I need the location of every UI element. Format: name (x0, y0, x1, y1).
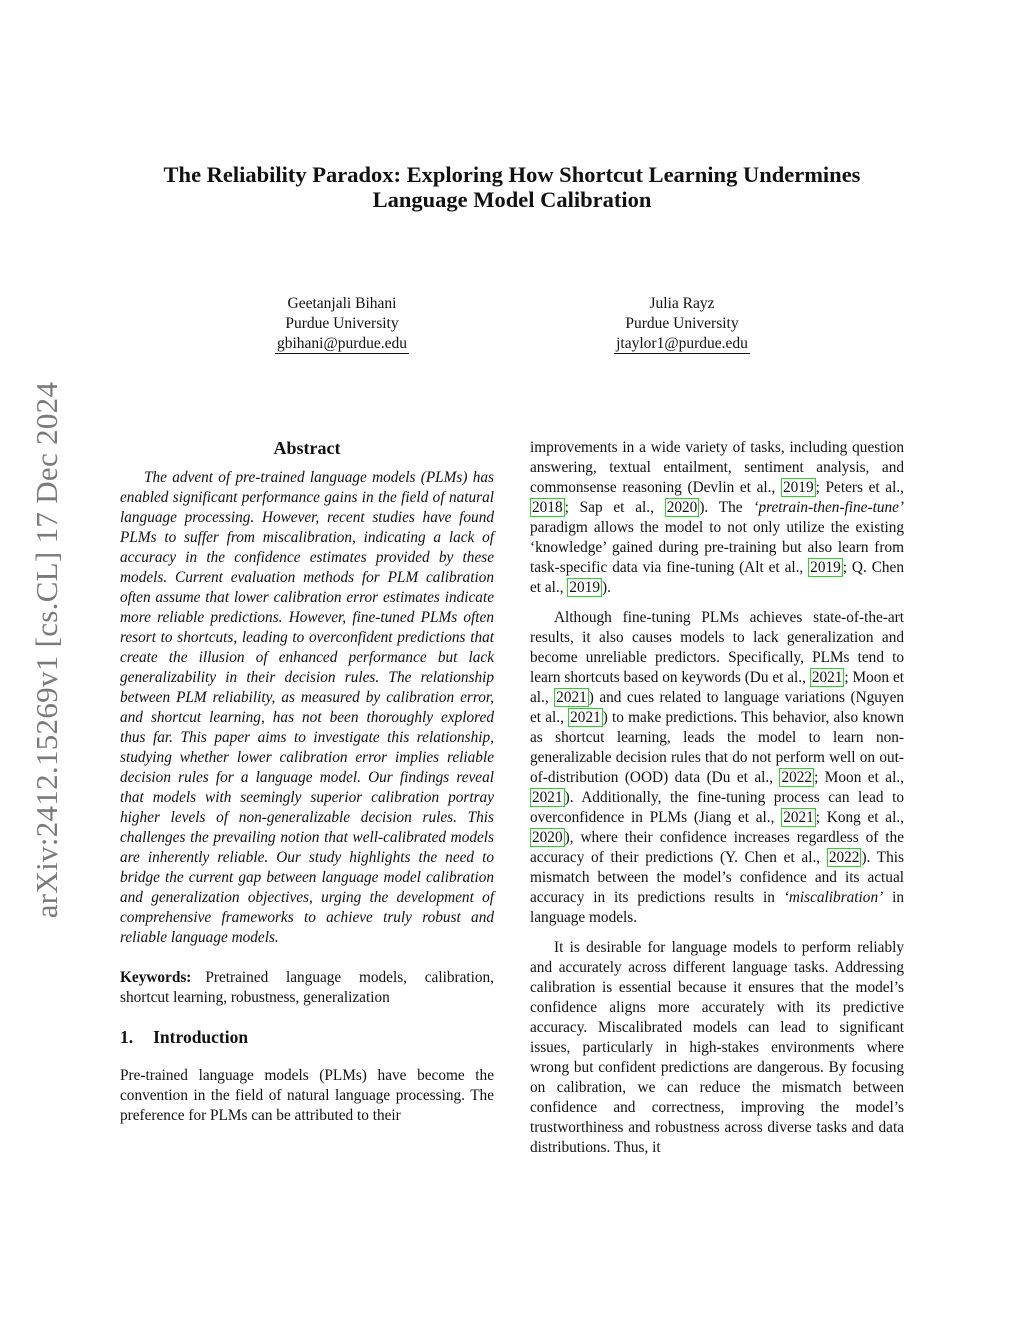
text-run: ; Moon et al., (530, 669, 904, 706)
author-affiliation: Purdue University (285, 315, 399, 332)
author-email-link[interactable]: gbihani@purdue.edu (276, 335, 408, 352)
citation-link[interactable]: 2021 (783, 809, 814, 826)
intro-paragraph-3: It is desirable for language models to perform reliably and accurately across different language tasks. Addressing calibration is essential because it ensures that the model’s confidence aligns more accurately with its predictive accuracy. Miscalibrated models can lead to significant issues, particularly in high-stakes environments where wrong but confident predictions are dangerous. By focusing on calibration, we can reduce the mismatch between confidence and correctness, improving the model’s trustworthiness and robustness across diverse tasks and data distributions. Thus, it (530, 939, 904, 1156)
text-run: ) and cues related to language variations (Nguyen et al., (530, 689, 905, 726)
author-name: Geetanjali Bihani (287, 295, 397, 312)
citation-link[interactable]: 2020 (666, 499, 698, 516)
citation-link[interactable]: 2019 (783, 479, 814, 496)
text-run: ; Sap et al., (564, 499, 665, 516)
citation-link[interactable]: 2022 (828, 849, 860, 866)
emphasis-text: ‘miscalibration’ (783, 889, 884, 906)
citation-link[interactable]: 2021 (811, 669, 843, 686)
title-line-2: Language Model Calibration (372, 187, 652, 212)
text-run: in language models. (530, 889, 904, 926)
citation-link[interactable]: 2018 (532, 499, 563, 516)
paper-title (110, 162, 914, 212)
text-run: ; Kong et al., (815, 809, 904, 826)
section-number: 1. (120, 1027, 134, 1047)
citation-link[interactable]: 2022 (781, 769, 813, 786)
right-column (530, 438, 904, 1158)
intro-paragraph-1: Pre-trained language models (PLMs) have become the convention in the field of natural language processing. The preference for PLMs can be attributed to their (120, 1067, 494, 1124)
citation-link[interactable]: 2020 (532, 829, 563, 846)
author-affiliation: Purdue University (625, 315, 739, 332)
arxiv-identifier: arXiv:2412.15269v1 [cs.CL] 17 Dec 2024 (29, 381, 64, 919)
title-line-1: The Reliability Paradox: Exploring How Shortcut Learning Undermines (163, 162, 861, 187)
text-run: ). Additionally, the fine-tuning process can lead to overconfidence in PLMs (Jiang et al., (530, 789, 904, 826)
citation-link[interactable]: 2021 (556, 689, 587, 706)
section-heading-introduction (120, 1026, 494, 1048)
text-run: ). The (699, 499, 754, 516)
text-run: paradigm allows the model to not only utilize the existing ‘knowledge’ gained during pre-training but also learn from task-specific data via fine-tuning (Alt et al., (530, 519, 904, 576)
text-run: Although fine-tuning PLMs achieves state-of-the-art results, it also causes models to lack generalization and become unreliable predictors. Specifically, PLMs tend to learn shortcuts based on keywords (Du et al., (530, 609, 904, 686)
intro-paragraph-2 (530, 608, 904, 928)
text-run: ) to make predictions. This behavior, also known as shortcut learning, leads the model to learn non-generalizable decision rules that do not perform well on out-of-distribution (OOD) data (Du et al., (530, 709, 904, 786)
arxiv-sidebar-stamp (30, 355, 64, 945)
section-title: Introduction (153, 1027, 249, 1047)
text-run: ), where their confidence increases regardless of the accuracy of their predictions (Y. Chen et al., (530, 829, 904, 866)
intro-paragraph-1-continued (530, 438, 904, 598)
abstract-heading: Abstract (273, 438, 341, 458)
text-run: ; Q. Chen et al., (530, 559, 904, 596)
text-run: ). (601, 579, 611, 596)
keywords (120, 968, 494, 1008)
keywords-text: Pretrained language models, calibration, shortcut learning, robustness, generalization (120, 969, 494, 1006)
citation-link[interactable]: 2021 (532, 789, 563, 806)
keywords-label: Keywords: (120, 969, 192, 986)
author-name: Julia Rayz (649, 295, 715, 312)
text-run: ). This mismatch between the model’s confidence and its actual accuracy in its predictions results in (530, 849, 904, 906)
author-block-2 (552, 294, 812, 354)
author-block-1 (212, 294, 472, 354)
author-email-link[interactable]: jtaylor1@purdue.edu (616, 335, 748, 352)
citation-link[interactable]: 2019 (569, 579, 600, 596)
left-column (120, 436, 494, 1126)
text-run: ; Moon et al., (814, 769, 904, 786)
text-run: ; Peters et al., (815, 479, 904, 496)
emphasis-text: ‘pretrain-then-fine-tune’ (753, 499, 904, 516)
text-run: improvements in a wide variety of tasks, including question answering, textual entailment, sentiment analysis, and commonsense reasoning (Devlin et al., (530, 439, 904, 496)
citation-link[interactable]: 2021 (570, 709, 601, 726)
abstract-body: The advent of pre-trained language models (PLMs) has enabled significant performance gains in the field of natural language processing. However, recent studies have found PLMs to suffer from miscalibration, indicating a lack of accuracy in the confidence estimates provided by these models. Current evaluation methods for PLM calibration often assume that lower calibration error estimates indicate more reliable predictions. However, fine-tuned PLMs often resort to shortcuts, leading to overconfident predictions that create the illusion of enhanced performance but lack generalizability in their decision rules. The relationship between PLM reliability, as measured by calibration error, and shortcut learning, has not been thoroughly explored thus far. This paper aims to investigate this relationship, studying whether lower calibration error implies reliable decision rules for a language model. Our findings reveal that models with seemingly superior calibration portray higher levels of non-generalizable decision rules. This challenges the prevailing notion that well-calibrated models are inherently reliable. Our study highlights the need to bridge the current gap between language model calibration and generalization objectives, urging the development of comprehensive frameworks to achieve truly robust and reliable language models. (120, 469, 494, 946)
citation-link[interactable]: 2019 (810, 559, 841, 576)
